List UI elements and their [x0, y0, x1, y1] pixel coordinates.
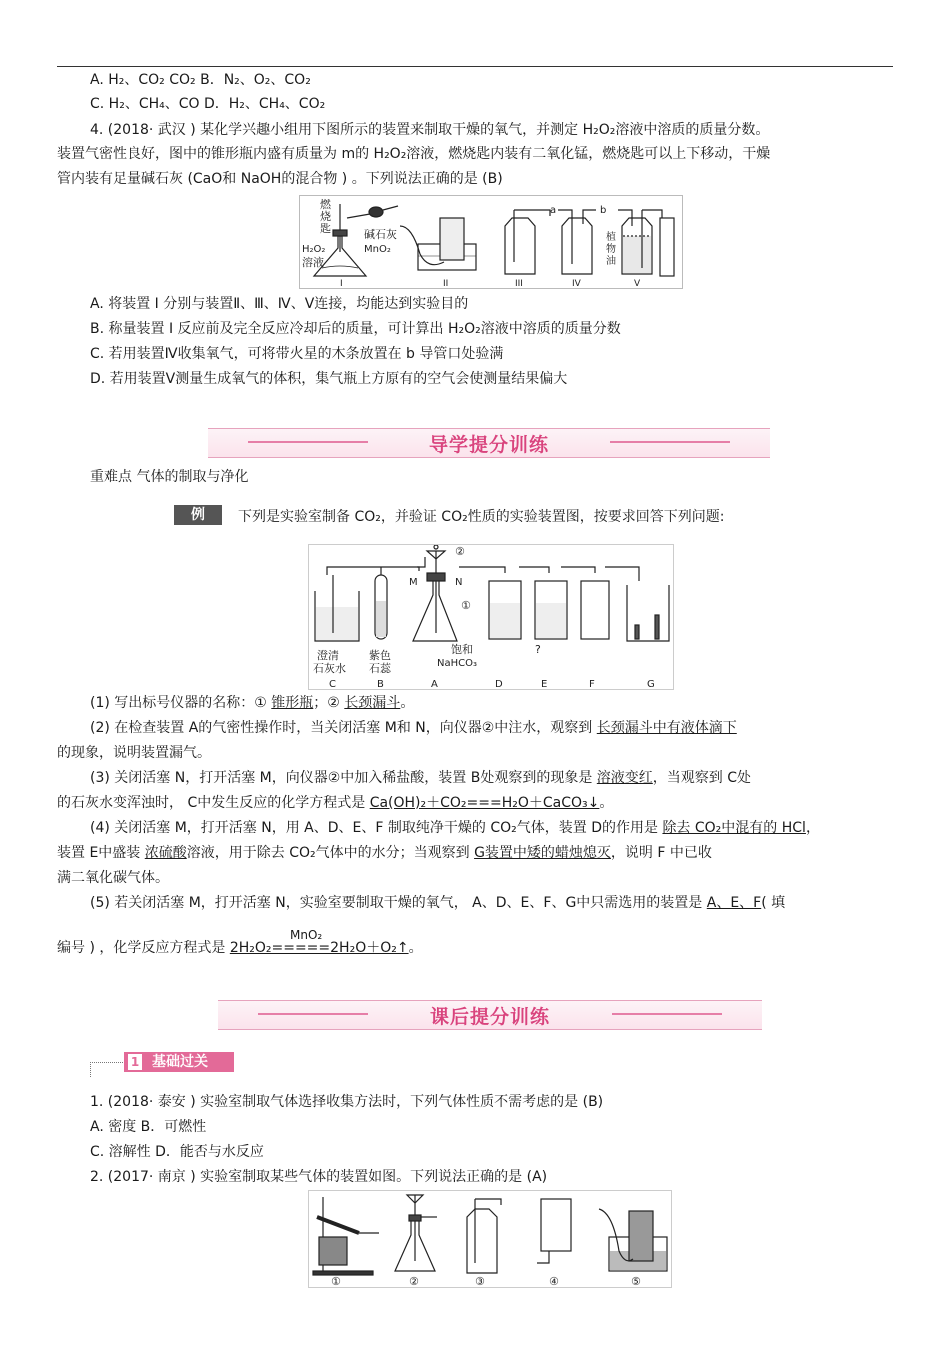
filled-answer: 2H₂O₂=====2H₂O＋O₂↑: [229, 940, 409, 956]
fig-label: 石蕊: [369, 662, 391, 675]
apparatus-v: [618, 210, 674, 276]
fig-label: 溶液: [302, 256, 324, 269]
fig-label: H₂O₂: [302, 244, 326, 255]
topic-heading: 重难点 气体的制取与净化: [90, 469, 249, 485]
answer-text: ，当观察到 C处: [652, 770, 752, 786]
fig-label: 物: [606, 244, 616, 255]
fig-label: 饱和: [451, 643, 473, 656]
answer-4: [90, 818, 820, 838]
q1-stem: 1. (2018· 泰安 ) 实验室制取气体选择收集方法时，下列气体性质不需考虑的是 (B): [90, 1094, 604, 1110]
answer-text: ( 填: [761, 895, 786, 911]
fig-label: V: [634, 279, 641, 288]
answer-text: (1) 写出标号仪器的名称：①: [90, 695, 272, 711]
answer-text: 。: [599, 795, 614, 811]
fig-label: 碱石灰: [364, 228, 397, 241]
fig-label: III: [515, 279, 523, 288]
answer-text: 。: [400, 695, 415, 711]
q4-apparatus-figure: [299, 195, 683, 289]
q4-option-d: D. 若用装置Ⅴ测量生成氧气的体积，集气瓶上方原有的空气会使测量结果偏大: [90, 371, 568, 387]
answer-text: (3) 关闭活塞 N，打开活塞 M，向仪器②中加入稀盐酸，装置 B处观察到的现象是: [90, 770, 597, 786]
fig-label: E: [541, 679, 548, 689]
q4-option-b: B. 称量装置 I 反应前及完全反应冷却后的质量，可计算出 H₂O₂溶液中溶质的质量分数: [90, 321, 621, 337]
fig-label: ?: [535, 643, 541, 656]
apparatus-4: [537, 1199, 571, 1263]
answer-3-line2: [57, 793, 613, 813]
catalyst-label: MnO₂: [290, 928, 323, 942]
fig-label: G: [647, 679, 655, 689]
apparatus-5: [599, 1209, 667, 1271]
fig-label: C: [329, 679, 336, 689]
section-number: 1: [128, 1054, 142, 1070]
answer-3: [90, 768, 751, 788]
fig-label: I: [340, 279, 343, 288]
fig-label: 紫色: [369, 649, 391, 662]
filled-answer: 浓硫酸: [144, 845, 187, 861]
q4-option-c: C. 若用装置Ⅳ收集氧气，可将带火星的木条放置在 b 导管口处验满: [90, 346, 504, 362]
apparatus-g: [627, 585, 669, 641]
fig-label: ⑤: [631, 1275, 641, 1287]
answer-text: ；②: [313, 695, 345, 711]
filled-answer: 长颈漏斗: [344, 695, 401, 711]
answer-5: [90, 893, 785, 913]
banner-title: 课后提分训练: [429, 1006, 550, 1028]
section-banner-kehou: [218, 1000, 762, 1030]
fig-label: A: [431, 679, 438, 689]
answer-text: 编号 ) ，化学反应方程式是: [57, 940, 230, 956]
q4-stem-line1: 4. (2018· 武汉 ) 某化学兴趣小组用下图所示的装置来制取干燥的氧气，并测定 H₂O₂溶液中溶质的质量分数。: [90, 122, 770, 138]
apparatus-f: [581, 581, 609, 639]
example-intro: 下列是实验室制备 CO₂，并验证 CO₂性质的实验装置图，按要求回答下列问题:: [238, 509, 725, 525]
section-label: 基础过关: [152, 1054, 208, 1070]
fig-label: N: [455, 577, 463, 588]
q4-stem-line2: 装置气密性良好，图中的锥形瓶内盛有质量为 m的 H₂O₂溶液，燃烧匙内装有二氧化锰，燃烧匙可以上下移动，干燥: [57, 146, 771, 162]
example-apparatus-figure: [308, 544, 674, 690]
answer-1: [90, 693, 414, 713]
filled-answer: 锥形瓶: [271, 695, 314, 711]
answer-text: (4) 关闭活塞 M，打开活塞 N，用 A、D、E、F 制取纯净干燥的 CO₂气体，装置 D的作用是: [90, 820, 663, 836]
answer-text: (2) 在检查装置 A的气密性操作时，当关闭活塞 M和 N，向仪器②中注水，观察到: [90, 720, 597, 736]
q1-option-cd: C. 溶解性 D．能否与水反应: [90, 1144, 264, 1160]
fig-label: NaHCO₃: [437, 658, 477, 669]
fig-label: D: [495, 679, 503, 689]
fig-label: ②: [409, 1275, 419, 1287]
section-dotted-marker: [90, 1062, 125, 1077]
fig-label: 油: [606, 256, 616, 267]
answer-text: (5) 若关闭活塞 M，打开活塞 N，实验室要制取干燥的氧气， A、D、E、F、G中只需选用的装置是: [90, 895, 707, 911]
filled-answer: A、E、F: [706, 895, 762, 911]
answer-4-line2: [57, 843, 712, 863]
answer-5-line2: [57, 938, 423, 958]
fig-label: ①: [331, 1275, 341, 1287]
q4-stem-line3: 管内装有足量碱石灰 (CaO和 NaOH的混合物 ) 。下列说法正确的是 (B): [57, 171, 503, 187]
fig-label: 石灰水: [313, 662, 346, 675]
fig-label: 燃: [320, 198, 331, 211]
example-tag: 例: [174, 505, 222, 525]
answer-text: ，说明 F 中已收: [610, 845, 712, 861]
top-rule: [57, 66, 893, 67]
answer-2-line2: 的现象，说明装置漏气。: [57, 745, 211, 761]
apparatus-1: [313, 1197, 379, 1275]
filled-answer: 除去 CO₂中混有的 HCl: [662, 820, 806, 836]
apparatus-3: [467, 1199, 501, 1273]
fig-label: II: [443, 279, 449, 288]
apparatus-a: [413, 581, 457, 641]
answer-4-line3: 满二氧化碳气体。: [57, 870, 169, 886]
apparatus-iv: [558, 210, 596, 274]
fig-label: ①: [461, 599, 471, 612]
fig-label: 澄清: [317, 649, 339, 662]
fig-label: ④: [549, 1275, 559, 1287]
apparatus-ii: [400, 218, 476, 270]
apparatus-2: [395, 1195, 437, 1271]
fig-label: ③: [475, 1275, 485, 1287]
fig-label: B: [377, 679, 384, 689]
filled-answer: 长颈漏斗中有液体滴下: [596, 720, 737, 736]
fig-label: a: [550, 205, 557, 216]
filled-answer: 溶液变红: [596, 770, 653, 786]
q3-option-cd: C. H₂、CH₄、CO D．H₂、CH₄、CO₂: [90, 96, 326, 112]
section-banner-daoxue: [208, 428, 770, 458]
q2-apparatus-figure: [308, 1190, 672, 1288]
q1-option-ab: A. 密度 B．可燃性: [90, 1119, 207, 1135]
fig-label: M: [409, 577, 418, 588]
filled-answer: G装置中矮的蜡烛熄灭: [474, 845, 611, 861]
q3-option-ab: A. H₂、CO₂ CO₂ B．N₂、O₂、CO₂: [90, 72, 311, 88]
answer-text: 的石灰水变浑浊时， C中发生反应的化学方程式是: [57, 795, 370, 811]
fig-label: b: [600, 205, 607, 216]
fig-label: 匙: [320, 222, 331, 235]
answer-text: 溶液，用于除去 CO₂气体中的水分；当观察到: [186, 845, 475, 861]
answer-text: ，: [805, 820, 820, 836]
q4-option-a: A. 将装置 I 分别与装置Ⅱ、Ⅲ、Ⅳ、Ⅴ连接，均能达到实验目的: [90, 296, 469, 312]
filled-answer: Ca(OH)₂＋CO₂===H₂O＋CaCO₃↓: [369, 795, 600, 811]
q2-stem: 2. (2017· 南京 ) 实验室制取某些气体的装置如图。下列说法正确的是 (A): [90, 1169, 548, 1185]
fig-label: IV: [572, 279, 581, 288]
fig-label: MnO₂: [364, 244, 391, 255]
banner-title: 导学提分训练: [428, 434, 549, 456]
fig-label: 植: [606, 232, 616, 243]
answer-text: 装置 E中盛装: [57, 845, 145, 861]
answer-text: 。: [408, 940, 423, 956]
apparatus-iii: [505, 210, 550, 274]
fig-label: ②: [455, 545, 465, 558]
answer-2: [90, 718, 737, 738]
fig-label: 烧: [320, 210, 331, 223]
fig-label: F: [589, 679, 595, 689]
